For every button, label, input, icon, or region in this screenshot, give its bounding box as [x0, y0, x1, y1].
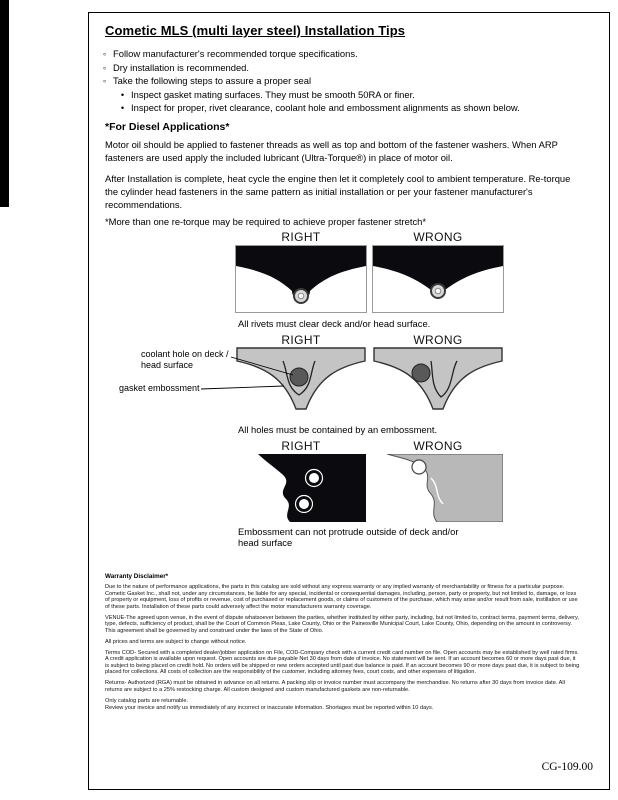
open-bullet-marker: ◦ — [102, 75, 107, 86]
warranty-paragraph: Terms COD- Secured with a completed dealer/jobber application on File, COD-Company check with a current credit card number on file. Open accounts may be established by well rated firms. A credit application is available upon request. Open accounts are due payable Net 30 days from date of invoice. No statement will be sent. If an account becomes 60 or more days past due, it is subject to being placed on credit hold. No orders will be shipped or new orders accepted until past due balance is paid. If an account becomes 90 or more days past due, it is subject to being placed for collections. All costs of collection are the responsibility of the customer, including attorney fees, court costs, and other expenses of litigation. — [105, 649, 580, 675]
wrong-label: WRONG — [413, 333, 463, 347]
right-label: RIGHT — [281, 439, 321, 453]
retorque-note: *More than one re-torque may be required to achieve proper fastener stretch* — [105, 216, 427, 227]
diesel-paragraph-2: After Installation is complete, heat cycle the engine then let it completely cool to ambient temperature. Re-torque the cylinder head fasteners in the same pattern as initial installation or per your fastener manufacturer's recommendations. — [105, 173, 571, 210]
tip-item — [101, 47, 587, 61]
open-bullet-marker: ◦ — [102, 61, 107, 73]
tip-sub-item — [119, 88, 587, 102]
warranty-paragraph: Review your invoice and notify us immediately of any incorrect or inaccurate information. Shortages must be reported within 10 days. — [105, 705, 434, 711]
diesel-applications-heading: *For Diesel Applications* — [105, 121, 230, 133]
filled-bullet-marker: • — [120, 88, 125, 100]
diagram-caption-holes: All holes must be contained by an embossment. — [238, 424, 438, 435]
right-label: RIGHT — [281, 230, 321, 244]
diagram-caption-protrude: Embossment can not protrude outside of deck and/or head surface — [238, 526, 459, 548]
warranty-paragraph: Only catalog parts are returnable. — [105, 697, 189, 704]
right-label: RIGHT — [281, 333, 321, 347]
open-bullet-marker: ◦ — [102, 48, 107, 59]
tips-list — [101, 47, 587, 115]
diagram-section — [89, 230, 607, 562]
callout-coolant-label: coolant hole on deck / head surface — [141, 349, 229, 370]
diagram-embossment-right-image — [236, 347, 366, 419]
tip-item — [101, 74, 587, 88]
filled-bullet-marker: • — [120, 102, 125, 113]
wrong-label: WRONG — [413, 230, 463, 244]
warranty-paragraph: Due to the nature of performance applications, the parts in this catalog are sold without any express warranty or any implied warranty of merchantability or fitness for a particular purpose. Cometic Gasket Inc., shall not, under any circumstances, be liable for any special, incidental or consequential damages, including, person, party or property, but not limited to, damage, or loss of property or equipment, loss of profits or revenue, cost of purchased or replacement goods, or claims of customers of the purchase, which may arise and/or result from sale, instillation or use of these parts. Installation of these parts could adversely affect the motor manufacturers warranty coverage. — [105, 584, 578, 610]
wrong-label: WRONG — [413, 439, 463, 453]
diagram-protrude-right-image — [236, 454, 366, 522]
warranty-heading: Warranty Disclaimer* — [105, 573, 169, 580]
tip-text: Follow manufacturer's recommended torque specifications. — [113, 48, 358, 59]
tip-sub-item — [119, 101, 587, 115]
tip-text: Take the following steps to assure a proper seal — [113, 75, 312, 86]
tip-text: Dry installation is recommended. — [113, 61, 249, 73]
diagram-caption-rivets: All rivets must clear deck and/or head surface. — [238, 318, 431, 329]
warranty-paragraph: VENUE-The agreed upon venue, in the event of dispute whatsoever between the parties, whether instituted by either party, including, but not limited to, contract terms, payment terms, delivery, type, defects, sufficiency of product, shall be the Court of Common Pleas, Lake County, Ohio or the Painesville Municipal Court, Lake County, Ohio, depending on the amount in controversy. This agreement shall be governed by and construed under the laws of the State of Ohio. — [105, 614, 579, 634]
diagram-protrude-wrong-image — [373, 454, 503, 522]
page-title: Cometic MLS (multi layer steel) Installation Tips — [105, 23, 406, 38]
warranty-paragraph: All prices and terms are subject to change without notice. — [105, 638, 247, 645]
warranty-paragraph: Returns- Authorized (RGA) must be obtained in advance on all returns. A packing slip or invoice number must accompany the merchandise. No returns after 30 days from invoice date. All returns are subject to a 25% restocking charge. All custom designed and custom manufactured gaskets are non-returnable. — [105, 680, 565, 693]
diagram-rivet-wrong-image — [373, 246, 503, 312]
diesel-paragraph-1: Motor oil should be applied to fastener threads as well as top and bottom of the fastener washers. When ARP fasteners are used apply the included lubricant (Ultra-Torque®) in place of motor oil. — [105, 139, 558, 163]
tip-text: Inspect gasket mating surfaces. They must be smooth 50RA or finer. — [131, 88, 415, 100]
callout-embossment-label: gasket embossment — [119, 383, 200, 393]
diagram-embossment-wrong-image — [373, 347, 503, 419]
tip-item — [101, 61, 587, 75]
diagram-rivet-right-image — [236, 246, 366, 312]
tip-text: Inspect for proper, rivet clearance, coolant hole and embossment alignments as shown below. — [131, 102, 520, 113]
page-frame — [88, 12, 610, 790]
page-code: CG-109.00 — [541, 761, 593, 773]
warranty-disclaimer — [105, 573, 581, 716]
left-edge-bar — [0, 0, 9, 207]
